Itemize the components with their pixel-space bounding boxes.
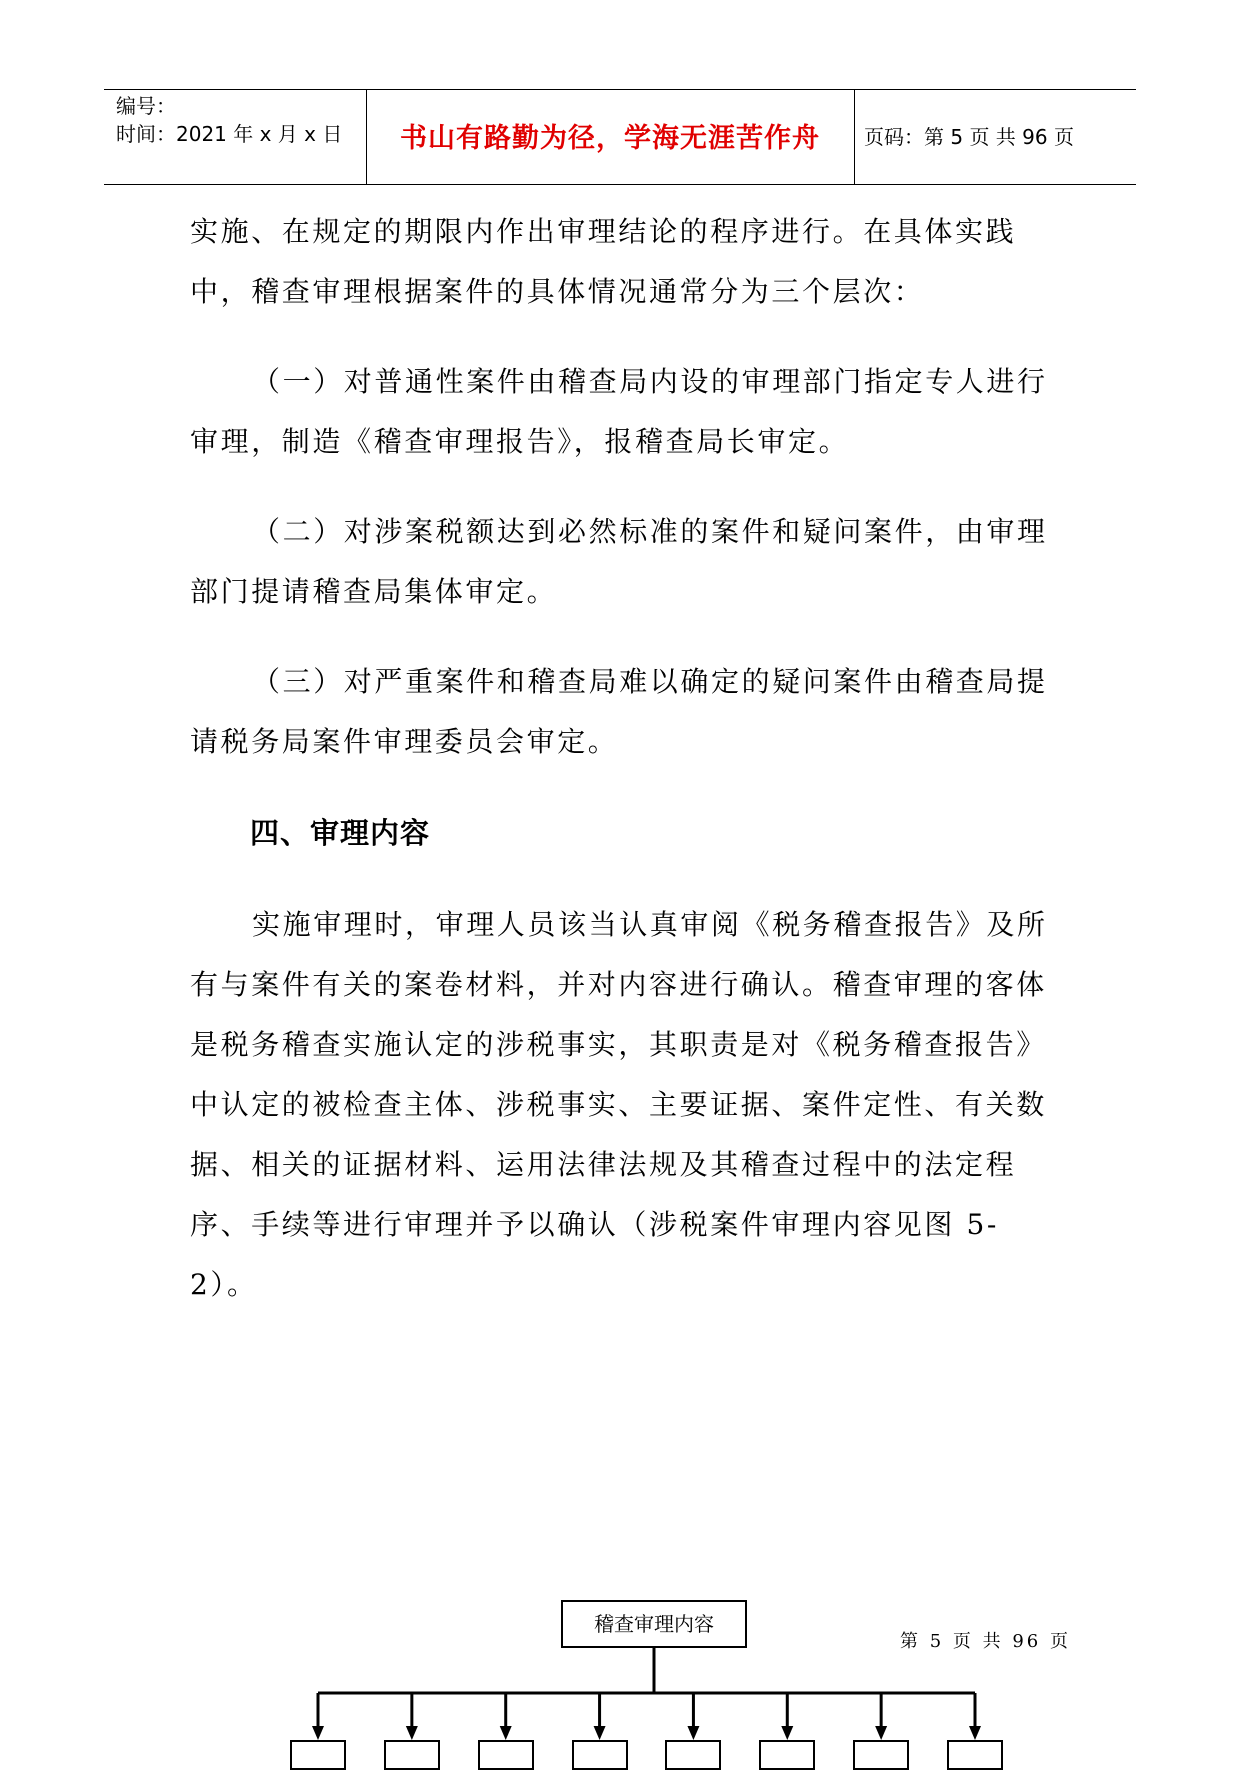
paragraph-level-three: （三）对严重案件和稽查局难以确定的疑问案件由稽查局提请税务局案件审理委员会审定。 <box>190 665 1048 758</box>
footer-page-number: 第 5 页 共 96 页 <box>900 1631 1071 1652</box>
page-header <box>104 89 1136 185</box>
diagram-arrow-head <box>312 1726 324 1740</box>
diagram-arrow-head <box>406 1726 418 1740</box>
diagram-child-box <box>290 1740 346 1770</box>
paragraph-review-content: 实施审理时，审理人员该当认真审阅《税务稽查报告》及所有与案件有关的案卷材料，并对内容进行确认。稽查审理的客体是税务稽查实施认定的涉税事实，其职责是对《税务稽查报告》中认定的被检查主体、涉税事实、主要证据、案件定性、有关数据、相关的证据材料、运用法律法规及其稽查过程中的法定程序、手续等进行审理并予以确认（涉税案件审理内容见图 5-2）。 <box>190 908 1048 1301</box>
paragraph-level-one: （一）对普通性案件由稽查局内设的审理部门指定专人进行审理，制造《稽查审理报告》，报稽查局长审定。 <box>190 365 1048 458</box>
diagram-arrow-head <box>875 1726 887 1740</box>
diagram-arrow-head <box>781 1726 793 1740</box>
diagram-child-box <box>384 1740 440 1770</box>
header-motto: 书山有路勤为径，学海无涯苦作舟 <box>400 123 820 154</box>
diagram-arrow-head <box>969 1726 981 1740</box>
header-meta <box>116 92 342 148</box>
diagram-child-box <box>853 1740 909 1770</box>
document-number-label: 编号： <box>116 94 176 118</box>
diagram-child-box <box>947 1740 1003 1770</box>
diagram-arrow-head <box>500 1726 512 1740</box>
header-divider <box>854 90 855 184</box>
section-heading: 四、审理内容 <box>250 816 431 850</box>
paragraph-level-two: （二）对涉案税额达到必然标准的案件和疑问案件，由审理部门提请稽查局集体审定。 <box>190 515 1048 608</box>
diagram-child-box <box>665 1740 721 1770</box>
diagram-arrow-head <box>687 1726 699 1740</box>
header-page-number: 页码：第 5 页 共 96 页 <box>864 125 1074 149</box>
diagram-child-box <box>572 1740 628 1770</box>
document-time-label: 时间：2021 年 x 月 x 日 <box>116 122 343 146</box>
diagram-child-box <box>759 1740 815 1770</box>
paragraph-intro: 实施、在规定的期限内作出审理结论的程序进行。在具体实践中，稽查审理根据案件的具体情况通常分为三个层次： <box>190 215 1017 308</box>
diagram-arrow-head <box>594 1726 606 1740</box>
diagram-child-box <box>478 1740 534 1770</box>
diagram-root-box: 稽查审理内容 <box>561 1600 747 1648</box>
